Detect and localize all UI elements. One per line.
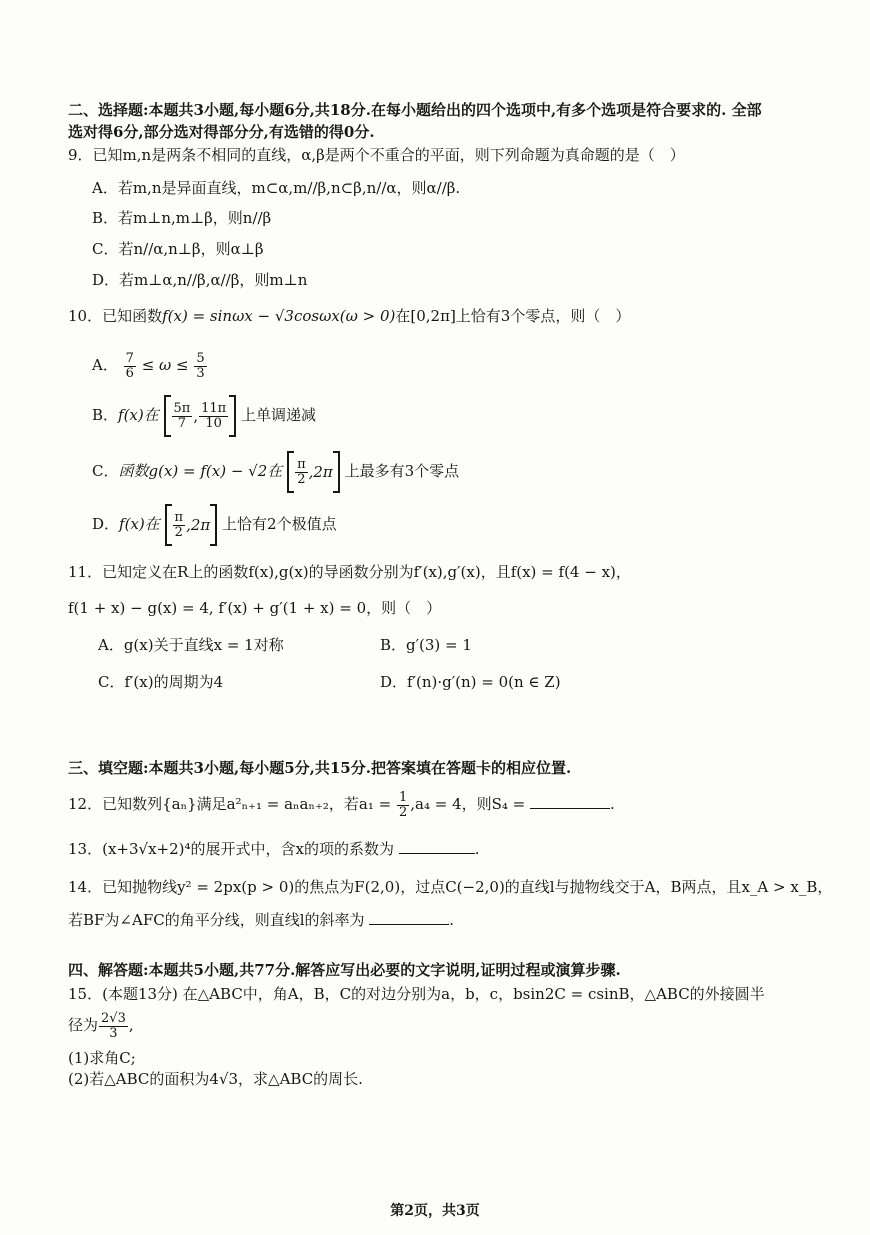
q10-c-frac-den: 2 bbox=[297, 471, 306, 487]
q10-b-frac2-den: 10 bbox=[205, 415, 222, 431]
q10-d-post: 上恰有2个极值点 bbox=[222, 515, 337, 533]
q10-c-frac-num: π bbox=[297, 456, 306, 472]
q10-b-frac2-num: 11π bbox=[201, 400, 227, 416]
q12 bbox=[68, 784, 615, 824]
q10-c-label: C． bbox=[92, 462, 119, 480]
q9-option-a: A．若m,n是异面直线，m⊂α,m//β,n⊂β,n//α，则α//β. bbox=[92, 179, 461, 197]
q13-text: 13．(x+3√x+2)⁴的展开式中，含x的项的系数为 bbox=[68, 840, 394, 858]
q10-a-mid: ≤ ω ≤ bbox=[141, 356, 189, 374]
q10-b-frac1 bbox=[172, 402, 193, 431]
q14-line2 bbox=[68, 911, 454, 929]
q15-line2 bbox=[68, 1005, 134, 1045]
q15-frac bbox=[99, 1012, 128, 1041]
q15-line2-post: , bbox=[128, 1016, 134, 1034]
q11-stem-line2: f(1 + x) − g(x) = 4, f′(x) + g′(1 + x) = 0，则（ ） bbox=[68, 599, 442, 617]
q13 bbox=[68, 840, 480, 858]
q12-end: . bbox=[610, 795, 615, 813]
q15-line1: 15．(本题13分) 在△ABC中，角A，B，C的对边分别为a，b，c，bsin2C = csinB，△ABC的外接圆半 bbox=[68, 985, 765, 1003]
q10-option-a bbox=[92, 345, 208, 385]
q13-end: . bbox=[474, 840, 480, 858]
q12-frac bbox=[397, 791, 409, 820]
q10-b-frac1-den: 7 bbox=[177, 415, 187, 431]
right-bracket-icon bbox=[229, 395, 236, 437]
q11-option-c: C．f′(x)的周期为4 bbox=[98, 673, 224, 691]
q10-option-c bbox=[92, 450, 459, 493]
q15-part2: (2)若△ABC的面积为4√3，求△ABC的周长. bbox=[68, 1070, 363, 1088]
q10-d-frac-num: π bbox=[174, 509, 184, 525]
page-number: 第2页，共3页 bbox=[390, 1203, 480, 1219]
q10-a-frac1-den: 6 bbox=[125, 365, 134, 381]
q11-option-b: B．g′(3) = 1 bbox=[380, 636, 472, 654]
right-bracket-icon bbox=[210, 504, 217, 546]
q11-stem-line1: 11．已知定义在R上的函数f(x),g(x)的导函数分别为f′(x),g′(x)，且f(x) = f(4 − x)， bbox=[68, 563, 631, 581]
q10-a-frac2 bbox=[194, 352, 206, 381]
q10-d-pre: f(x)在 bbox=[119, 515, 160, 533]
q10-a-frac1-num: 7 bbox=[125, 350, 134, 366]
q11-option-d: D．f′(n)·g′(n) = 0(n ∈ Z) bbox=[380, 673, 561, 691]
q10-b-interval bbox=[164, 395, 237, 437]
q14-line2-text: 若BF为∠AFC的角平分线，则直线l的斜率为 bbox=[68, 911, 365, 929]
q12-frac-num: 1 bbox=[398, 789, 408, 805]
q10-b-label: B． bbox=[92, 406, 119, 424]
q10-b-frac1-num: 5π bbox=[173, 400, 191, 416]
q10-d-mid: ,2π bbox=[186, 516, 211, 534]
q10-b-post: 上单调递减 bbox=[241, 406, 317, 424]
q10-d-frac-den: 2 bbox=[174, 524, 183, 540]
q10-stem bbox=[68, 307, 630, 325]
section4-heading: 四、解答题:本题共5小题,共77分.解答应写出必要的文字说明,证明过程或演算步骤. bbox=[68, 961, 621, 979]
q10-a-label: A． bbox=[92, 356, 118, 374]
q10-stem-formula: f(x) = sinωx − √3cosωx(ω > 0) bbox=[162, 307, 396, 325]
q10-stem-post: 在[0,2π]上恰有3个零点，则（ ） bbox=[395, 307, 631, 325]
q10-c-frac bbox=[295, 458, 308, 487]
q9-option-b: B．若m⊥n,m⊥β，则n//β bbox=[92, 209, 272, 227]
q10-b-pre: f(x)在 bbox=[118, 406, 159, 424]
q9-option-d: D．若m⊥α,n//β,α//β，则m⊥n bbox=[92, 271, 308, 289]
section2-heading-line2: 选对得6分,部分选对得部分分,有选错的得0分. bbox=[68, 123, 375, 141]
q10-a-frac2-den: 3 bbox=[196, 365, 205, 381]
q14-answer-blank[interactable] bbox=[369, 911, 449, 925]
q9-option-c: C．若n//α,n⊥β，则α⊥β bbox=[92, 240, 264, 258]
q10-a-frac1 bbox=[124, 352, 136, 381]
q9-stem: 9．已知m,n是两条不相同的直线，α,β是两个不重合的平面，则下列命题为真命题的是（ ） bbox=[68, 146, 685, 164]
q10-option-b bbox=[92, 394, 316, 437]
q15-frac-num: 2√3 bbox=[101, 1010, 126, 1026]
q15-line2-pre: 径为 bbox=[68, 1016, 99, 1034]
left-bracket-icon bbox=[165, 504, 172, 546]
q10-c-mid: ,2π bbox=[308, 463, 333, 481]
q15-part1: (1)求角C; bbox=[68, 1049, 136, 1067]
q14-end: . bbox=[449, 911, 455, 929]
q14-line1: 14．已知抛物线y² = 2px(p > 0)的焦点为F(2,0)，过点C(−2,0)的直线l与抛物线交于A，B两点，且x_A > x_B， bbox=[68, 878, 833, 896]
q10-d-frac bbox=[173, 511, 186, 540]
q13-answer-blank[interactable] bbox=[399, 840, 475, 854]
q12-frac-den: 2 bbox=[398, 804, 408, 820]
q12-answer-blank[interactable] bbox=[530, 795, 610, 809]
section2-heading-line1: 二、选择题:本题共3小题,每小题6分,共18分.在每小题给出的四个选项中,有多个选项是符合要求的. 全部 bbox=[68, 101, 762, 119]
q10-c-pre: 函数g(x) = f(x) − √2在 bbox=[118, 462, 283, 480]
q12-post: ,a₄ = 4，则S₄ = bbox=[410, 795, 526, 813]
section3-heading: 三、填空题:本题共3小题,每小题5分,共15分.把答案填在答题卡的相应位置. bbox=[68, 759, 572, 777]
left-bracket-icon bbox=[164, 395, 171, 437]
q11-option-a: A．g(x)关于直线x = 1对称 bbox=[98, 636, 284, 654]
q10-d-interval bbox=[165, 504, 218, 546]
q12-pre: 12．已知数列{aₙ}满足a²ₙ₊₁ = aₙaₙ₊₂，若a₁ = bbox=[68, 795, 392, 813]
q10-stem-pre: 10．已知函数 bbox=[68, 307, 163, 325]
q10-d-label: D． bbox=[92, 515, 120, 533]
left-bracket-icon bbox=[287, 451, 294, 493]
q10-b-comma: , bbox=[193, 407, 199, 425]
q10-a-frac2-num: 5 bbox=[196, 350, 205, 366]
q15-frac-den: 3 bbox=[109, 1025, 118, 1041]
q10-option-d bbox=[92, 503, 337, 546]
q10-b-frac2 bbox=[199, 402, 228, 431]
right-bracket-icon bbox=[333, 451, 340, 493]
q10-c-post: 上最多有3个零点 bbox=[344, 462, 460, 480]
q10-c-interval bbox=[287, 451, 340, 493]
